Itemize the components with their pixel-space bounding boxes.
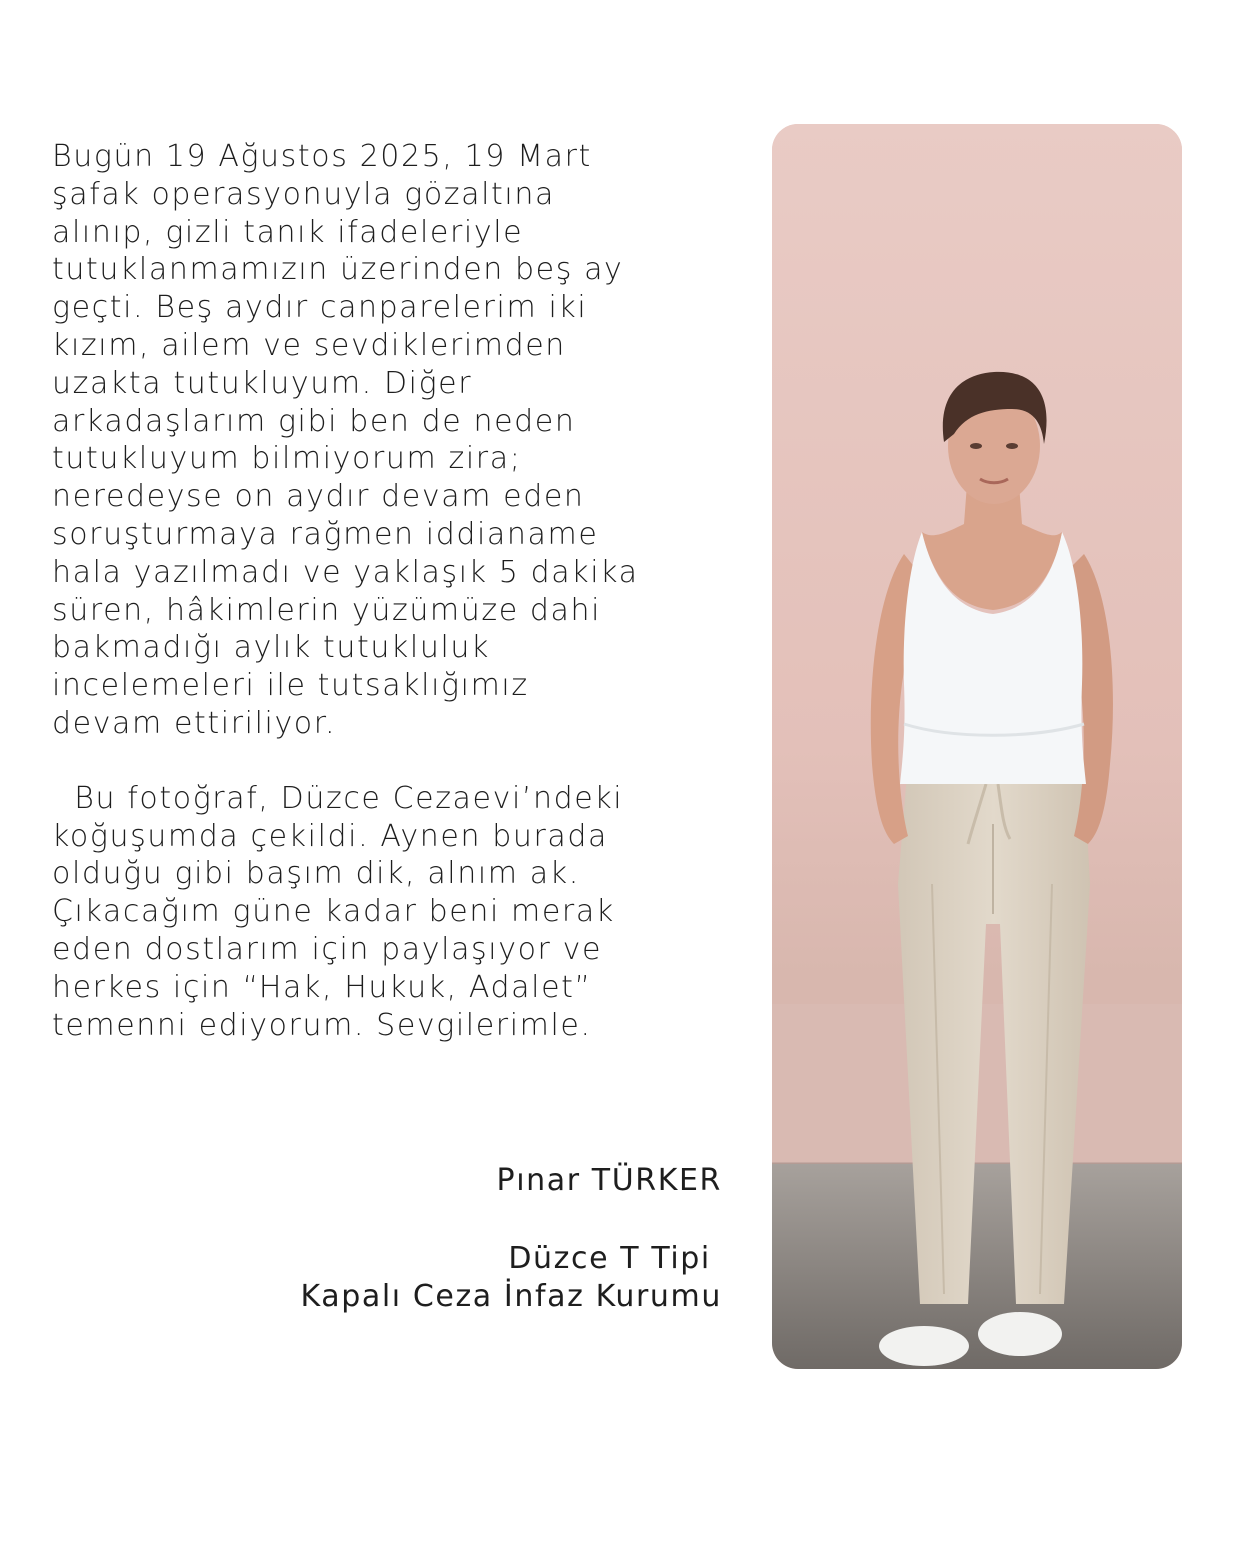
letter-line: temenni ediyorum. Sevgilerimle. <box>52 1007 592 1043</box>
letter-paragraph-1 <box>52 138 752 743</box>
letter-line: geçti. Beş aydır canparelerim iki <box>52 290 588 326</box>
shoe-left <box>879 1326 969 1366</box>
letter-line: koğuşumda çekildi. Aynen burada <box>52 818 609 854</box>
letter-line: soruşturmaya rağmen iddianame <box>52 516 599 552</box>
letter-line: tutukluyum bilmiyorum zira; <box>52 441 522 477</box>
letter-line: Bugün 19 Ağustos 2025, 19 Mart <box>52 139 592 174</box>
letter-paragraph-2 <box>52 780 752 1045</box>
author-name: Pınar TÜRKER <box>496 1163 722 1198</box>
eye-left <box>970 443 982 449</box>
portrait-photo <box>772 124 1182 1369</box>
letter-line: herkes için “Hak, Hukuk, Adalet” <box>52 969 592 1005</box>
floor <box>772 1164 1182 1369</box>
letter-line: olduğu gibi başım dik, alnım ak. <box>52 856 580 892</box>
letter-line: bakmadığı aylık tutukluluk <box>52 630 490 666</box>
institution-name-line-2: Kapalı Ceza İnfaz Kurumu <box>300 1279 722 1314</box>
letter-line: incelemeleri ile tutsaklığımız <box>52 668 529 704</box>
shoe-right <box>978 1312 1062 1356</box>
signature-block <box>300 1162 722 1316</box>
letter-line: neredeyse on aydır devam eden <box>52 479 585 515</box>
letter-line: uzakta tutukluyum. Diğer <box>52 365 473 401</box>
signature-spacer <box>300 1200 722 1240</box>
letter-line: Çıkacağım güne kadar beni merak <box>52 894 615 930</box>
eye-right <box>1006 443 1018 449</box>
letter-line: Bu fotoğraf, Düzce Cezaevi’ndeki <box>52 780 624 816</box>
letter-line: devam ettiriliyor. <box>52 705 337 741</box>
portrait-illustration <box>772 124 1182 1369</box>
paragraph-gap <box>52 743 752 780</box>
letter-line: tutuklanmamızın üzerinden beş ay <box>52 252 624 288</box>
letter-text <box>52 138 752 1044</box>
institution-name-line-1: Düzce T Tipi <box>508 1241 722 1276</box>
letter-line: alınıp, gizli tanık ifadeleriyle <box>52 214 524 250</box>
letter-line: eden dostlarım için paylaşıyor ve <box>52 931 603 967</box>
letter-line: arkadaşlarım gibi ben de neden <box>52 403 576 439</box>
letter-line: kızım, ailem ve sevdiklerimden <box>52 327 566 363</box>
letter-line: süren, hâkimlerin yüzümüze dahi <box>52 592 602 628</box>
letter-line: hala yazılmadı ve yaklaşık 5 dakika <box>52 554 639 590</box>
letter-line: şafak operasyonuyla gözaltına <box>52 176 555 212</box>
